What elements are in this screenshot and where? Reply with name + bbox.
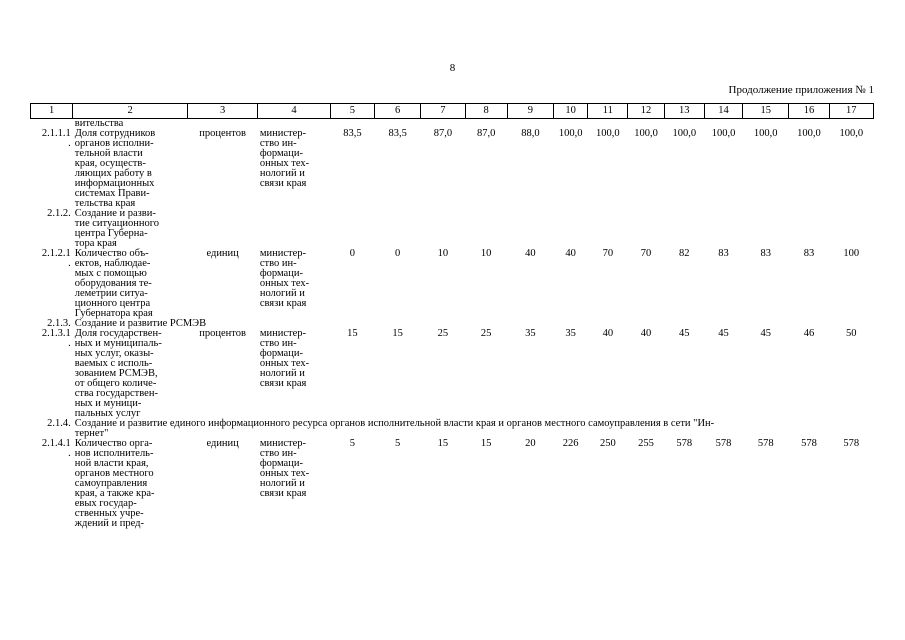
table-row	[31, 419, 874, 439]
row-value	[330, 209, 374, 249]
row-value	[507, 209, 553, 249]
row-value: 25	[437, 328, 449, 339]
row-agency	[258, 209, 330, 249]
table-row	[31, 119, 874, 130]
table-row	[31, 329, 874, 419]
row-value: 40	[602, 328, 614, 339]
page-number: 8	[449, 62, 456, 74]
table-body	[31, 104, 874, 530]
row-value: 45	[718, 328, 729, 339]
row-value: 40	[525, 248, 536, 259]
row-code: 2.1.3.	[47, 318, 71, 329]
row-name: Доля сотрудников органов исполни- тельной власти края, осуществ- ляющих работу в информационных системах Прави- тельства края	[74, 128, 156, 209]
row-value	[421, 209, 465, 249]
row-value: 0	[349, 248, 355, 259]
row-value	[588, 209, 628, 249]
row-code: 2.1.1.1 .	[41, 128, 71, 149]
row-agency: министер- ство ин- формаци- онных тех- нологий и связи края	[259, 128, 310, 189]
row-name: Доля государствен- ных и муниципаль- ных услуг, оказы- ваемых с исполь- зованием РСМЭВ, от общего количе- ства государствен- ных и муници- пальных услуг	[74, 328, 162, 419]
row-value: 578	[676, 438, 693, 449]
column-number-cell: 9	[507, 104, 553, 119]
row-value: 255	[638, 438, 654, 449]
row-value: 100	[843, 248, 860, 259]
row-code: 2.1.2.	[47, 208, 71, 219]
column-number-cell: 1	[31, 104, 73, 119]
row-value: 83	[803, 248, 815, 259]
row-value	[375, 209, 421, 249]
column-number-cell: 2	[73, 104, 188, 119]
column-number-cell: 14	[704, 104, 742, 119]
row-value	[628, 209, 664, 249]
column-number-cell: 15	[743, 104, 789, 119]
row-name: вительства	[74, 118, 124, 129]
row-agency: министер- ство ин- формаци- онных тех- нологий и связи края	[259, 438, 310, 499]
row-name: Создание и развитие РСМЭВ	[74, 318, 207, 329]
column-number-row	[31, 104, 874, 119]
row-value: 100,0	[839, 128, 864, 139]
column-number-cell: 8	[465, 104, 507, 119]
row-value: 40	[565, 248, 576, 259]
row-value: 83	[718, 248, 729, 259]
row-value: 70	[640, 248, 652, 259]
row-value: 0	[395, 248, 401, 259]
row-unit: процентов	[199, 128, 246, 139]
row-code: 2.1.4.1 .	[41, 438, 71, 459]
row-value: 578	[715, 438, 732, 449]
column-number-cell: 17	[829, 104, 873, 119]
row-value: 82	[679, 248, 690, 259]
column-number-cell: 5	[330, 104, 374, 119]
row-value: 87,0	[476, 128, 496, 139]
row-value: 578	[801, 438, 817, 449]
row-value: 10	[480, 248, 492, 259]
row-name: Количество орга- нов исполнитель- ной власти края, органов местного самоуправления края, а также кра- евых государ- ственных учре- ждений и пред-	[74, 438, 155, 529]
row-value	[789, 209, 829, 249]
column-number-cell: 6	[375, 104, 421, 119]
row-value: 40	[640, 328, 652, 339]
row-code: 2.1.2.1 .	[41, 248, 71, 269]
row-unit: процентов	[199, 328, 246, 339]
row-value: 100,0	[711, 128, 736, 139]
row-value: 100,0	[797, 128, 821, 139]
column-number-cell: 11	[588, 104, 628, 119]
row-value	[743, 209, 789, 249]
row-value: 100,0	[672, 128, 697, 139]
row-value: 100,0	[558, 128, 583, 139]
row-value: 226	[562, 438, 579, 449]
row-unit	[187, 209, 257, 249]
row-code: 2.1.3.1 .	[41, 328, 71, 349]
row-value: 100,0	[634, 128, 658, 139]
row-name: Количество объ- ектов, наблюдае- мых с помощью оборудования те- леметрии ситуа- ционного центра Губернатора края	[74, 248, 153, 319]
row-agency: министер- ство ин- формаци- онных тех- нологий и связи края	[259, 248, 310, 309]
row-value: 578	[757, 438, 774, 449]
column-number-cell: 16	[789, 104, 829, 119]
row-value: 100,0	[596, 128, 620, 139]
row-value: 250	[599, 438, 616, 449]
row-value: 87,0	[433, 128, 453, 139]
row-name: Создание и разви- тие ситуационного центра Губерна- тора края	[74, 208, 160, 249]
row-code: 2.1.4.	[47, 418, 71, 429]
column-number-cell: 7	[421, 104, 465, 119]
row-value: 578	[843, 438, 860, 449]
row-value	[465, 209, 507, 249]
table-row	[31, 129, 874, 209]
row-unit: единиц	[206, 438, 239, 449]
row-agency: министер- ство ин- формаци- онных тех- нологий и связи края	[259, 328, 310, 389]
row-value: 45	[679, 328, 690, 339]
row-value: 15	[437, 438, 449, 449]
row-value: 83,5	[343, 128, 362, 139]
row-unit: единиц	[206, 248, 239, 259]
row-value: 5	[349, 438, 355, 449]
row-value	[704, 209, 742, 249]
row-value: 35	[565, 328, 576, 339]
row-value: 70	[602, 248, 614, 259]
row-value: 15	[480, 438, 492, 449]
table-row	[31, 439, 874, 529]
row-value: 5	[395, 438, 401, 449]
row-value: 15	[347, 328, 358, 339]
table-row	[31, 209, 874, 249]
row-value: 46	[803, 328, 815, 339]
row-value: 45	[760, 328, 771, 339]
column-number-cell: 3	[187, 104, 257, 119]
row-value: 10	[437, 248, 449, 259]
row-value: 50	[846, 328, 857, 339]
continuation-caption: Продолжение приложения № 1	[728, 84, 874, 96]
row-value: 83,5	[388, 128, 407, 139]
column-number-cell: 13	[664, 104, 704, 119]
row-value	[554, 209, 588, 249]
row-value: 100,0	[753, 128, 778, 139]
row-name: Создание и развитие единого информационного ресурса органов исполнительной власти края и органов местного самоуправления в сети "Ин- тернет"	[74, 418, 715, 439]
table-row	[31, 249, 874, 319]
row-value	[829, 209, 873, 249]
row-value: 35	[525, 328, 536, 339]
row-value: 83	[760, 248, 771, 259]
appendix-table	[30, 103, 874, 529]
row-value: 25	[480, 328, 492, 339]
row-value: 88,0	[521, 128, 540, 139]
column-number-cell: 4	[258, 104, 330, 119]
row-value	[664, 209, 704, 249]
column-number-cell: 10	[554, 104, 588, 119]
row-value: 15	[392, 328, 403, 339]
row-value: 20	[525, 438, 536, 449]
column-number-cell: 12	[628, 104, 664, 119]
